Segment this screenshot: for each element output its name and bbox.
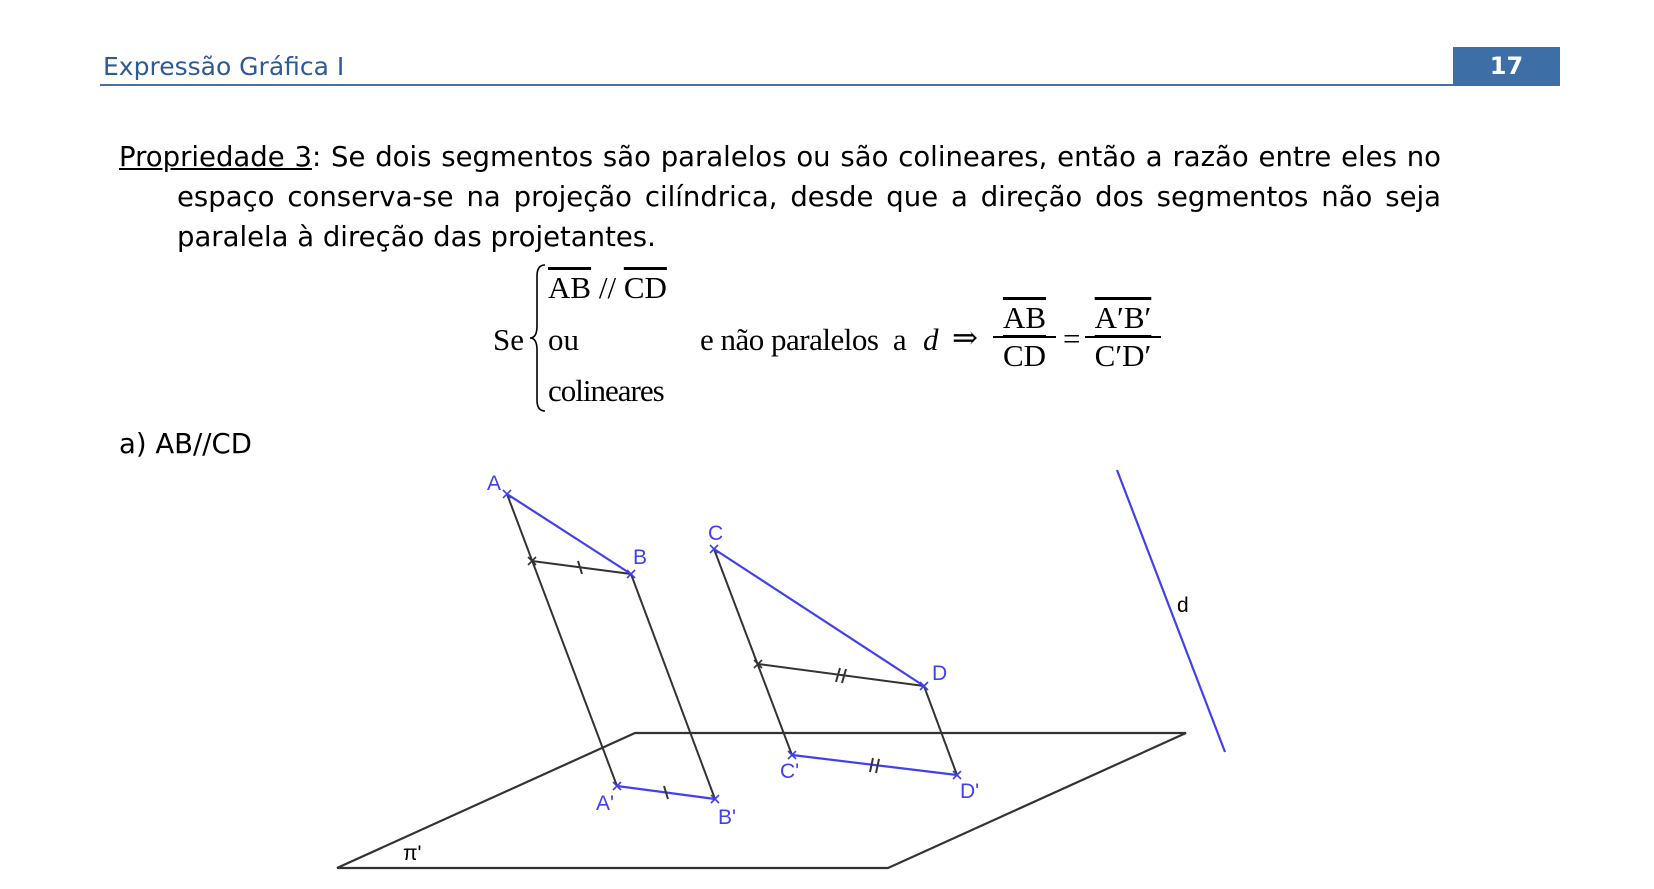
- property-text-1: : Se dois segmentos são paralelos ou são colineares, então a razão entre eles no: [311, 141, 1441, 173]
- label-d-prime: D': [960, 780, 980, 803]
- direction-d: d: [923, 322, 939, 357]
- direction-d-line: [1117, 470, 1225, 752]
- formula-se: Se: [493, 322, 524, 357]
- page-number: 17: [1453, 47, 1560, 86]
- fraction-projected-num: A′B′: [1085, 300, 1161, 338]
- label-a-prime: A': [596, 792, 615, 815]
- property-line-2: espaço conserva-se na projeção cilíndrica, desde que a direção dos segmentos não seja: [177, 181, 1441, 213]
- aux-segment-cd: [758, 664, 924, 686]
- segment-cd-projected: [792, 755, 957, 775]
- label-c: C: [708, 522, 724, 545]
- label-b-prime: B': [718, 806, 737, 829]
- projector-b: [631, 574, 715, 799]
- implies-sign: ⇒: [952, 320, 978, 355]
- projector-c: [714, 549, 792, 755]
- fraction-projected-den: C′D′: [1094, 338, 1152, 373]
- projector-a: [507, 494, 617, 786]
- case-collinear: colineares: [548, 373, 664, 408]
- segment-cd: $\overline{CD}$: [623, 270, 667, 305]
- label-d-direction: d: [1177, 594, 1189, 617]
- label-b: B: [633, 546, 648, 569]
- label-c-prime: C': [780, 760, 800, 783]
- projection-plane: [337, 733, 1186, 868]
- label-d: D: [932, 662, 948, 685]
- equals-sign: =: [1063, 321, 1081, 356]
- item-a-label: a) AB//CD: [119, 428, 252, 460]
- label-plane: π': [403, 842, 422, 865]
- projector-d: [924, 686, 957, 775]
- property-label: Propriedade 3: [119, 141, 312, 173]
- property-line-3: paralela à direção das projetantes.: [177, 221, 656, 253]
- segment-cd-space: [714, 549, 924, 686]
- segment-ab-space: [507, 494, 631, 574]
- fraction-ab-cd-den: CD: [1002, 338, 1047, 373]
- label-a: A: [487, 472, 502, 495]
- case-or: ou: [548, 322, 579, 357]
- fraction-ab-cd-num: $\overline{AB}$: [993, 300, 1056, 338]
- header-title: Expressão Gráfica I: [103, 52, 345, 81]
- condition-text: e não paralelos a: [700, 322, 907, 357]
- parallel-sign: //: [591, 270, 624, 305]
- segment-ab: $\overline{AB}$: [548, 270, 592, 305]
